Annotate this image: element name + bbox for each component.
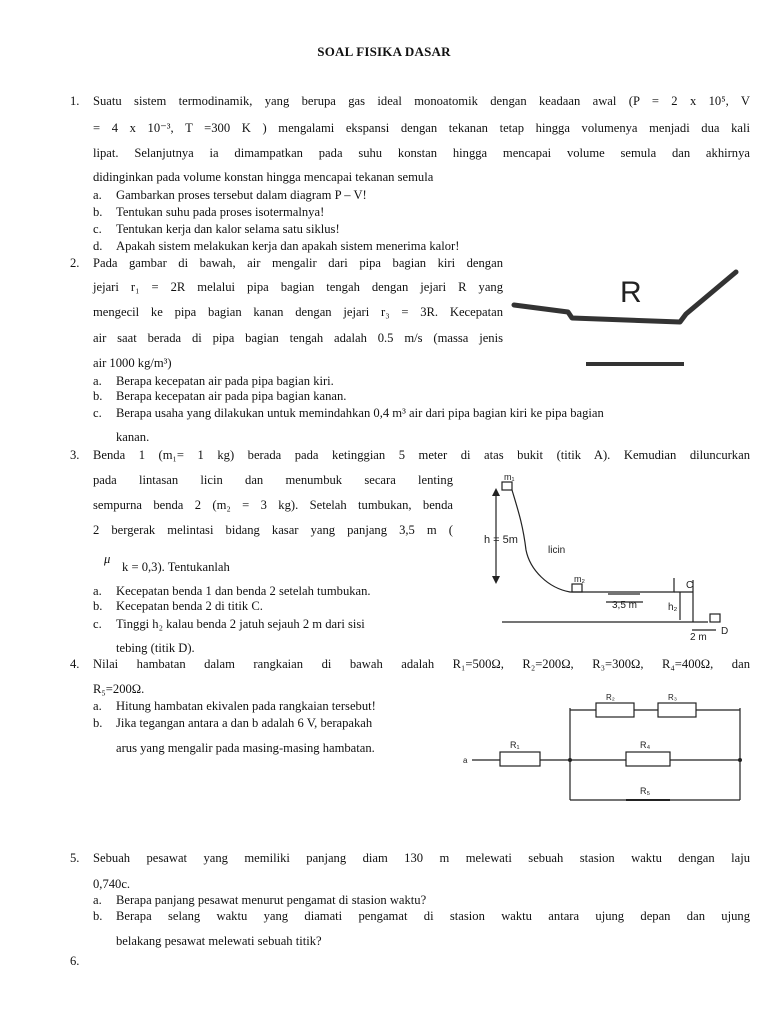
sub-text: Jika tegangan antara a dan b adalah 6 V, berapakah [116, 716, 373, 730]
sub-label: b. [93, 205, 103, 219]
hill-slope [512, 490, 674, 592]
question-text-line: Nilai hambatan dalam rangkaian di bawah adalah R₁=500Ω, R₂=200Ω, R₃=300Ω, R₄=400Ω, dan [93, 657, 750, 671]
label-r5: R₅ [640, 786, 651, 796]
sub-text: kanan. [116, 430, 150, 444]
question-text-line: k = 0,3). Tentukanlah [122, 560, 230, 574]
label-d: D [721, 626, 729, 637]
sub-text: Berapa panjang pesawat menurut pengamat di stasion waktu? [116, 893, 427, 907]
sub-text: Berapa usaha yang dilakukan untuk memindahkan 0,4 m³ air dari pipa bagian kiri ke pipa bagian [116, 406, 604, 420]
label-c: C [686, 580, 694, 591]
question-text-line: 0,740c. [93, 877, 131, 891]
pipe-label-r: R [620, 276, 642, 309]
question-text-line: Sebuah pesawat yang memiliki panjang diam 130 m melewati sebuah stasion waktu dengan laju [93, 851, 750, 865]
question-number: 1. [70, 94, 80, 108]
sub-text: Berapa kecepatan air pada pipa bagian kiri. [116, 374, 334, 388]
question-text-line: sempurna benda 2 (m₂ = 3 kg). Setelah tumbukan, benda [93, 498, 453, 512]
question-text-line: air saat berada di pipa bagian tengah adalah 0.5 m/s (massa jenis [93, 331, 503, 345]
junction [738, 758, 742, 762]
sub-text: Apakah sistem melakukan kerja dan apakah sistem menerima kalor! [116, 239, 460, 253]
sub-label: c. [93, 222, 102, 236]
label-h2: h₂ [668, 602, 678, 613]
sub-label: a. [93, 374, 102, 388]
question-text-line: pada lintasan licin dan menumbuk secara lenting [93, 473, 453, 487]
sub-label: b. [93, 909, 103, 923]
junction [568, 758, 572, 762]
question-text-line: jejari r₁ = 2R melalui pipa bagian tengah dengan jejari R yang [93, 280, 503, 294]
question-text-line: Suatu sistem termodinamik, yang berupa gas ideal monoatomik dengan keadaan awal (P = 2 x 10⁵, V [93, 94, 750, 108]
question-number: 5. [70, 851, 80, 865]
page-title: SOAL FISIKA DASAR [317, 44, 451, 59]
resistor-r1 [500, 752, 540, 766]
sub-text: Tentukan kerja dan kalor selama satu siklus! [116, 222, 340, 236]
sub-text: belakang pesawat melewati sebuah titik? [116, 934, 322, 948]
sub-text: arus yang mengalir pada masing-masing hambatan. [116, 741, 375, 755]
sub-text: Tinggi h₂ kalau benda 2 jatuh sejauh 2 m dari sisi [116, 617, 365, 631]
sub-label: c. [93, 617, 102, 631]
label-dist: 3,5 m [612, 600, 638, 611]
block-m1 [502, 482, 512, 490]
question-text-line: lipat. Selanjutnya ia dimampatkan pada suhu konstan hingga mencapai volume semula dan akhirnya [93, 146, 750, 160]
label-m2: m₂ [574, 574, 585, 584]
sub-label: a. [93, 699, 102, 713]
label-r1: R₁ [510, 740, 520, 750]
sub-text: Kecepatan benda 1 dan benda 2 setelah tumbukan. [116, 584, 371, 598]
label-licin: licin [548, 545, 566, 556]
question-text-line: 2 bergerak melintasi bidang kasar yang panjang 3,5 m ( [93, 523, 453, 537]
mu-symbol: μ [104, 552, 111, 566]
sub-label: d. [93, 239, 103, 253]
label-m1: m₁ [504, 472, 515, 482]
sub-text: Kecepatan benda 2 di titik C. [116, 599, 263, 613]
question-number: 4. [70, 657, 80, 671]
sub-label: c. [93, 406, 102, 420]
sub-text: Tentukan suhu pada proses isotermalnya! [116, 205, 325, 219]
resistor-r2 [596, 703, 634, 717]
label-h: h = 5m [484, 534, 518, 546]
question-text-line: didinginkan pada volume konstan hingga mencapai tekanan semula [93, 170, 434, 184]
hill-figure [478, 470, 758, 645]
arrowhead [492, 576, 500, 584]
block-m2 [572, 584, 582, 592]
sub-label: b. [93, 599, 103, 613]
question-text-line: R₅=200Ω. [93, 682, 145, 696]
sub-label: b. [93, 389, 103, 403]
resistor-r3 [658, 703, 696, 717]
sub-text: tebing (titik D). [116, 641, 195, 655]
question-text-line: air 1000 kg/m³) [93, 356, 172, 370]
sub-label: a. [93, 893, 102, 907]
arrowhead [492, 488, 500, 496]
sub-text: Gambarkan proses tersebut dalam diagram P – V! [116, 188, 367, 202]
label-r2: R₂ [606, 693, 615, 702]
sub-text: Berapa kecepatan air pada pipa bagian kanan. [116, 389, 347, 403]
question-number: 2. [70, 256, 80, 270]
question-text-line: Benda 1 (m₁= 1 kg) berada pada ketinggian 5 meter di atas bukit (titik A). Kemudian diluncurkan [93, 448, 750, 462]
pipe-figure [508, 262, 743, 374]
question-number: 6. [70, 954, 80, 968]
label-r4: R₄ [640, 740, 651, 750]
question-number: 3. [70, 448, 80, 462]
sub-label: a. [93, 584, 102, 598]
sub-text: Hitung hambatan ekivalen pada rangkaian tersebut! [116, 699, 376, 713]
question-text-line: = 4 x 10⁻³, T =300 K ) mengalami ekspansi dengan tekanan tetap hingga volumenya menjadi dua kali [93, 121, 750, 135]
block-d [710, 614, 720, 622]
label-d2: 2 m [690, 632, 707, 643]
sub-label: a. [93, 188, 102, 202]
question-text-line: Pada gambar di bawah, air mengalir dari pipa bagian kiri dengan [93, 256, 503, 270]
label-r3: R₃ [668, 693, 678, 702]
terminal-a: a [463, 756, 468, 765]
sub-label: b. [93, 716, 103, 730]
circuit-figure [458, 690, 753, 810]
sub-text: Berapa selang waktu yang diamati pengamat di stasion waktu antara ujung depan dan ujung [116, 909, 750, 923]
question-text-line: mengecil ke pipa bagian kanan dengan jejari r₃ = 3R. Kecepatan [93, 305, 503, 319]
resistor-r4 [626, 752, 670, 766]
